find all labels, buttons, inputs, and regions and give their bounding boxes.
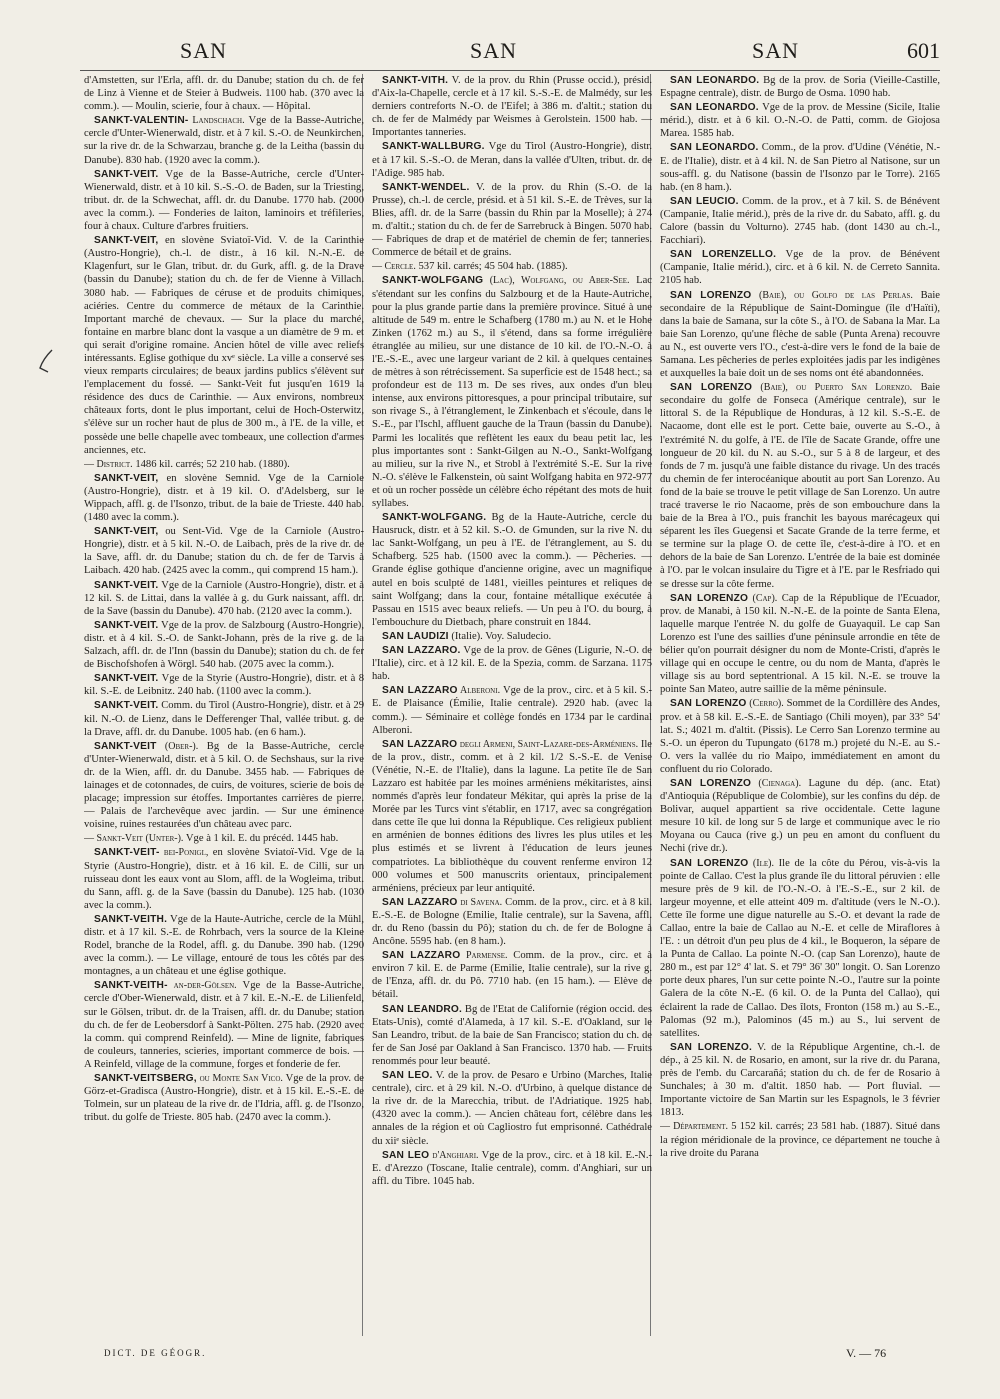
entry-text: ou Sent-Vid. Vge de la Carniole (Austro-Hongrie), distr. et à 5 kil. N.-O. de Laibach, près de la rive dr. de la Save, affl. dr. du Danube; station du ch. de fer de Tarvis à Laibach. 420 hab. (2425 avec la comm., qui comprend 15 ham.). — [84, 526, 364, 577]
entry-text: 5 152 kil. carrés; 23 581 hab. (1887). Situé dans la région méridionale de la province, ce département ne touche à la rive droite du Parana — [660, 1121, 940, 1159]
entry-qualifier: ou Monte San Vico. — [196, 1073, 283, 1085]
dictionary-entry — [660, 381, 940, 591]
entry-text: Comm. du Tirol (Austro-Hongrie), distr. et à 29 kil. N.-O. de Lienz, dans le Defferenger Thal, vallée tribut. g. de la Drave, affl. dr. du Danube. 1005 hab. (en 6 ham.). — [84, 700, 364, 738]
dictionary-entry — [660, 101, 940, 140]
entry-headword: SANKT-VEIT- — [94, 847, 160, 859]
entry-headword: SANKT-WENDEL. — [382, 181, 470, 193]
entry-qualifier: (Lac), Wolfgang, ou Aber-See. — [483, 275, 630, 287]
column-middle — [372, 74, 652, 1344]
entry-qualifier: (Cap). — [748, 592, 778, 604]
entry-qualifier: degli Armeni, Saint-Lazare-des-Arméniens. — [457, 738, 639, 750]
entry-qualifier: — Cercle. — [372, 261, 416, 273]
dictionary-entry — [372, 644, 652, 683]
entry-text: en slovène Sviatoï-Vid. Vge de la Styrie (Austro-Hongrie), distr. et à 16 kil. E. de Cilli, sur un ruisseau dont les eaux vont au Slom, affl. de la Wogleima, tribut. du Sann, affl. g. de la Save (bassin du Danube). 125 hab. (1030 avec la comm.). — [84, 847, 364, 911]
dictionary-entry — [660, 1120, 940, 1159]
entry-headword: SANKT-VEIT, — [94, 472, 159, 484]
entry-qualifier: — Département. — [660, 1121, 729, 1133]
entry-qualifier: (Baie), ou Puerto San Lorenzo. — [752, 382, 913, 394]
entry-text: Comm., de la prov. d'Udine (Vénétie, N.-E. de l'Italie), distr. et à 4 kil. N. de San Pietro al Natisone, sur un sous-affl. g. du Natisone (bassin de l'Isonzo par le Torre). 2165 hab. (en 8 ham.). — [660, 142, 940, 193]
entry-text: Vge de la Basse-Autriche, cercle d'Unter-Wienerwald, distr. et à 10 kil. S.-S.-O. de Baden, sur la Triesting, tribut. dr. de la Schwechat, affl. dr. du Danube. 1770 hab. (2000 avec la comm.). — Fonderies de laiton, laminoirs et tréfileries, four à chaux. Culture d'arbres fruitiers. — [84, 168, 364, 233]
entry-text: Ile de la prov., distr., comm. et à 2 kil. 1/2 S.-S.-E. de Venise (Vénétie, N.-E. de l'Italie), dans la lagune. La petite île de San Lazzaro est habitée par les moines arméniens mékitaristes, ainsi nommés d'après leur fondateur Mékitar, qui après la prise de la Morée par les Turcs vint s'établir, en 1717, avec sa congrégation dans cette île que lui donna la République. Ces religieux publient en arménien de bonnes éditions des livres les plus utiles et les plus estimés et se livrent à l'éducation de leurs jeunes compatriotes. La bibliothèque du couvent renferme environ 12 000 volumes et 500 manuscrits orientaux, principalement arméniens, précieux par leur antiquité. — [372, 738, 652, 894]
entry-headword: SAN LAZZARO — [382, 685, 458, 697]
running-head-right: SAN — [752, 38, 800, 63]
entry-qualifier: (Baie), ou Golfo de las Perlas. — [751, 289, 913, 301]
entry-text: (Italie). Voy. Saludecio. — [448, 630, 552, 642]
entry-qualifier: Landschach. — [188, 115, 245, 127]
entry-headword: SANKT-VEITH- — [94, 980, 168, 992]
entry-headword: SAN LORENZELLO. — [670, 249, 777, 261]
entry-text: Vge de la prov. de Görz-et-Gradisca (Austro-Hongrie), distr. et à 15 kil. E.-S.-E. de Tolmein, sur un plateau de la rive dr. de l'Idria, affl. g. de l'Isonzo, tribut. du golfe de Trieste. 805 hab. (2470 avec la comm.). — [84, 1073, 364, 1124]
dictionary-entry — [84, 114, 364, 166]
running-header — [80, 38, 940, 68]
entry-text: en slovène Sviatoï-Vid. V. de la Carinthie (Austro-Hongrie), ch.-l. de distr., à 16 kil. N.-N.-E. de Klagenfurt, sur le Glan, tribut. dr. du Gurk, affl. g. de la Drave (bassin du Danube); station du ch. de fer de Vienne à Villach. 3080 hab. — Fabriques de céruse et de produits chimiques, aciéries. Centre du commerce de métaux de la Carinthie. Important marché de chevaux. — Sur la place du marché, fontaine en marbre blanc dont la vasque a un diamètre de 9 m. et qui serait d'origine romaine. Ancien hôtel de ville avec reliefs intéressants. Eglise gothique du xvᵉ siècle. La ville a conservé ses vieux remparts circulaires; de beaux jardins publics s'élèvent sur l'emplacement du fossé. — Sankt-Veit fut jusqu'en 1619 la résidence des ducs de Carinthie. — Aux environs, nombreux châteaux forts, dont le plus important, celui de Hoch-Osterwitz, s'élève sur un rocher haut de plus de 300 m., à l'E. de la ville, et possède une belle chapelle avec tombeaux, une collection d'armes anciennes, etc. — [84, 235, 364, 456]
entry-text: Baie secondaire de la République de Saint-Domingue (île d'Haïti), dans la baie de Samana, sur la côte S., à l'O. de Sabana la Mar. La baie San Lorenzo, qu'une flèche de sable (Punta Arena) recouvre au N., est ouverte vers l'O., c'est-à-dire vers le fond de la baie de Samana. Les pêcheries de perles exploitées jadis par les indigènes et auxquelles la baie doit un de ses noms ont été abandonnées. — [660, 289, 940, 380]
entry-headword: SAN LORENZO. — [670, 1041, 752, 1053]
dictionary-entry — [660, 74, 940, 100]
entry-headword: SANKT-VEIT. — [94, 168, 159, 180]
dictionary-entry — [372, 511, 652, 629]
dictionary-entry — [84, 168, 364, 233]
entry-headword: SANKT-VITH. — [382, 75, 449, 86]
dictionary-entry — [372, 1003, 652, 1068]
entry-headword: SAN LEONARDO. — [670, 102, 759, 114]
entry-text: Vge à 1 kil. E. du précéd. 1445 hab. — [183, 833, 339, 845]
entry-qualifier: di Savena. — [457, 896, 503, 908]
entry-headword: SANKT-VEIT. — [94, 673, 159, 685]
running-head-center: SAN — [470, 38, 518, 63]
entry-qualifier: bei-Ponigl, — [159, 847, 209, 859]
entry-text: Sommet de la Cordillère des Andes, prov. et à 58 kil. E.-S.-E. de Santiago (Chili moyen), par 33° 54' lat. S.; 4021 m. d'altit. (Pissis). Le Cerro San Lorenzo termine au S.-O. un éperon du Tupungato (6178 m.) projeté du N.-E. au S.-O. vers la vallée du rio Maipo, immédiatement en amont du confluent du rio Colorado. — [660, 698, 940, 775]
entry-text: Comm. de la prov., et à 7 kil. S. de Bénévent (Campanie, Italie mérid.), près de la rive dr. du Sabato, affl. g. du Calore (bassin du Volturno). 2745 hab. (dont 1430 au ch.-l., Facchiari). — [660, 195, 940, 247]
entry-headword: SAN LORENZO — [670, 289, 752, 301]
entry-text: V. de la prov. de Pesaro e Urbino (Marches, Italie centrale), circ. et à 29 kil. N.-O. d'Urbino, à quelque distance de la rive dr. de la Marecchia, tribut. de l'Adriatique. 1925 hab. (4320 avec la comm.). — Ancien château fort, célèbre dans les annales de la région et où Cagliostro fut emprisonné. Cathédrale du xiiᵉ siècle. — [372, 1070, 652, 1147]
dictionary-entry — [372, 896, 652, 948]
entry-qualifier: (Ober-). — [156, 740, 199, 752]
margin-annotation-icon — [36, 348, 58, 374]
entry-qualifier: — District. — [84, 458, 133, 470]
entry-headword: SAN LORENZO — [670, 698, 747, 710]
dictionary-entry — [84, 525, 364, 577]
entry-headword: SAN LORENZO — [670, 857, 749, 869]
entry-qualifier: Parmense. — [460, 950, 508, 962]
entry-text: Vge de la Basse-Autriche, cercle d'Unter-Wienerwald, distr. et à 7 kil. S.-O. de Neunkirchen, sur la rive dr. de la Schwarzau, branche g. de la Leitha (bassin du Danube). 830 hab. (1920 avec la comm.). — [84, 115, 364, 166]
entry-headword: SAN LEANDRO. — [382, 1003, 463, 1015]
entry-text: Vge de la Styrie (Austro-Hongrie), distr. et à 8 kil. S.-E. de Leibnitz. 240 hab. (1100 avec la comm.). — [84, 673, 364, 698]
entry-text: Ile de la côte du Pérou, vis-à-vis la pointe de Callao. C'est la plus grande île du littoral péruvien : elle mesure près de 9 kil. de l'O.-N.-O. à l'E.-S.-E., sur 2 kil. de largeur moyenne, et elle atteint 409 m. d'altitude (vers le N.-O.). Cette île forme une digue naturelle au S.-O. et devant la rade de Callao, entre la baie de Callao au N.-E. et celle de Miraflores à l'E. : un détroit d'un peu plus de 4 kil., le Boqueron, la sépare de la Punta de Callao. La pointe N.-O. (cap San Lorenzo), haute de 280 m., est par 12° 4' lat. S. et 79° 36' 30" longit. O. San Lorenzo porte deux phares, l'un sur cette pointe N.-O., l'autre sur la pointe Galera de la côte N.-E. (6 kil. O. de la Punta del Callao), qui éclairent la rade de Callao. Des îlots, Fronton (158 m.) au S.-E., Palomas (92 m.), Palominos (45 m.) au S., lui servent de satellites. — [660, 857, 940, 1039]
dictionary-entry — [372, 181, 652, 260]
entry-text: Vge de la prov. de Messine (Sicile, Italie mérid.), distr. et à 6 kil. O.-N.-O. de Patti, comm. de Giojosa Marea. 1585 hab. — [660, 102, 940, 140]
entry-headword: SAN LAZZARO — [382, 950, 461, 962]
header-rule — [80, 70, 940, 71]
entry-headword: SAN LAUDIZI — [382, 630, 449, 642]
entry-headword: SAN LAZZARO — [382, 738, 458, 750]
dictionary-entry — [84, 672, 364, 698]
dictionary-entry — [84, 846, 364, 911]
entry-headword: SAN LORENZO — [670, 592, 749, 604]
entry-headword: SANKT-VEIT. — [94, 700, 159, 712]
entry-text: Vge de la Carniole (Austro-Hongrie), distr. et à 12 kil. S. de Littai, dans la vallée à g. du Gurk naissant, affl. dr. de la Save (bassin du Danube). 470 hab. (2120 avec la comm.). — [84, 579, 364, 617]
entry-headword: SANKT-VEIT — [94, 740, 157, 752]
dictionary-entry — [84, 913, 364, 978]
entry-headword: SANKT-WOLFGANG — [382, 275, 484, 287]
entry-headword: SANKT-WOLFGANG. — [382, 512, 487, 524]
entry-headword: SANKT-VEIT, — [94, 235, 159, 247]
page-number: 601 — [907, 38, 940, 63]
dictionary-entry — [372, 274, 652, 510]
entry-qualifier: an-der-Gölsen. — [167, 980, 237, 992]
entry-text: en slovène Semnid. Vge de la Carniole (Austro-Hongrie), distr. et à 19 kil. O. d'Adelsberg, sur le Wippach, affl. g. de l'Isonzo, tribut. de la baie de Trieste. 440 hab. (1480 avec la comm.). — [84, 472, 364, 524]
entry-qualifier: (Cienaga). — [751, 777, 802, 789]
dictionary-entry — [660, 195, 940, 247]
entry-headword: SAN LEO — [382, 1149, 430, 1161]
entry-headword: SANKT-VALENTIN- — [94, 115, 189, 127]
entry-text: Bg de la Haute-Autriche, cercle du Hausruck, distr. et à 52 kil. S.-O. de Gmunden, sur la rive N. du lac Sankt-Wolfgang, un peu à l'E. de l'étranglement, au S. du Schafberg. 525 hab. (1500 avec la comm.). — Pêcheries. — Grande église gothique d'ancienne origine, avec un magnifique autel en bois sculpté de 1481, vieilles peintures et reliques de saint Wolfgang; dans la cour, fontaine métallique exécutée à Passau en 1515 avec beaux reliefs. — Un peu à l'O. du bourg, à l'embouchure du Dietbach, phare construit en 1844. — [372, 512, 652, 628]
entry-headword: SAN LEONARDO. — [670, 142, 759, 154]
column-left — [84, 74, 364, 1344]
entry-text: Vge de la prov. de Bénévent (Campanie, Italie mérid.), circ. et à 6 kil. N. de Cerreto Sannita. 2105 hab. — [660, 249, 940, 287]
entry-text: 1486 kil. carrés; 52 210 hab. (1880). — [132, 458, 290, 470]
dictionary-entry — [372, 630, 652, 643]
dictionary-entry — [372, 140, 652, 179]
entry-qualifier: — Sankt-Veit (Unter-). — [84, 833, 184, 845]
footer-volume: V. — 76 — [846, 1346, 887, 1360]
entry-text: Vge de la Basse-Autriche, cercle d'Ober-Wienerwald, distr. et à 7 kil. E.-N.-E. de Lilienfeld, sur le Gölsen, tribut. dr. de la Traisen, affl. dr. du Danube; station du ch. de fer de Leobersdorf à Sankt-Pölten. 275 hab. (2920 avec la comm. qui comprend Reinfeld). — Mine de lignite, fabriques de couleurs, tanneries, scieries, important commerce de bois. — A Reinfeld, village de la commune, forges et fonderie de fer. — [84, 980, 364, 1070]
entry-headword: SANKT-VEITH. — [94, 913, 168, 925]
entry-headword: SAN LAZZARO — [382, 896, 458, 908]
entry-qualifier: Alberoni. — [457, 685, 501, 697]
entry-text: Bg de la prov. de Soria (Vieille-Castille, Espagne centrale), distr. de Burgo de Osma. 1090 hab. — [660, 75, 940, 100]
entry-headword: SAN LORENZO — [670, 382, 753, 394]
entry-headword: SANKT-WALLBURG. — [382, 141, 485, 153]
entry-headword: SANKT-VEITSBERG, — [94, 1073, 197, 1085]
entry-text: V. de la République Argentine, ch.-l. de dép., à 25 kil. N. de Rosario, en amont, sur la rive dr. du Parana, près de l'emb. du Carcarañá; station du ch. de fer de Rosario à Sunchales; à 30 m. d'altit. 1850 hab. — Port fluvial. — Importante victoire de San Martin sur les Espagnols, le 3 février 1813. — [660, 1041, 940, 1119]
dictionary-entry — [660, 289, 940, 381]
entry-text: Cap de la République de l'Ecuador, prov. de Manabi, à 150 kil. N.-N.-E. de la pointe de Santa Elena, laquelle marque l'entrée N. du golfe de Guayaquil. Le cap San Lorenzo est l'une des saillies d'une péninsule arrondie en tête de bélier qu'on pourrait désigner du nom de Monte-Cristi, d'après le village qui en occupe le centre, ou du nom de Manta, d'après le village sis au bord septentrional. A 15 kil. N.-E. se trouve la pointe San Mateo, autre saillie de la même péninsule. — [660, 592, 940, 696]
dictionary-entry — [84, 740, 364, 832]
entry-qualifier: (Ile). — [748, 857, 774, 869]
entry-qualifier: d'Anghiari. — [429, 1149, 479, 1161]
dictionary-entry — [84, 979, 364, 1071]
entry-headword: SAN LAZZARO. — [382, 645, 461, 657]
dictionary-entry — [84, 699, 364, 738]
entry-headword: SAN LEO. — [382, 1070, 433, 1082]
entry-headword: SAN LEUCIO. — [670, 195, 739, 207]
entry-text: Lagune du dép. (anc. Etat) d'Antioquia (République de Colombie), sur les confins du dép. de Bolivar, auquel appartient sa rive occidentale. Cette lagune mesure 10 kil. de long sur 5 de large et communique avec le rio Moyana ou Cauca (rive g.) un peu en amont du confluent du Nechi (rive dr.). — [660, 777, 940, 855]
footer-publication: DICT. DE GÉOGR. — [104, 1348, 207, 1358]
entry-headword: SANKT-VEIT, — [94, 526, 159, 538]
entry-text: Bg de l'Etat de Californie (région occid. des Etats-Unis), comté d'Alameda, à 17 kil. S.-E. d'Oakland, sur le San Leandro, tribut. de la baie de San Francisco; station du ch. de fer de San José par Oakland à San Francisco. 1370 hab. — Fruits renommés pour leur beauté. — [372, 1003, 652, 1067]
entry-text: Comm. de la prov., circ. et à environ 7 kil. E. de Parme (Emilie, Italie centrale), sur la rive g. de l'Enza, affl. dr. du Pô. 7710 hab. (en 15 ham.). — Elève de bétail. — [372, 950, 652, 1001]
entry-text: Bg de la Basse-Autriche, cercle d'Unter-Wienerwald, distr. et à 5 kil. O. de Sechshaus, sur la rive dr. de la Wien, affl. dr. du Danube. 3455 hab. — Fabriques de lainages et de cotonnades, de cuirs, de voitures, scierie de bois de placage; impression sur étoffes. Importantes carrières de pierre. — Palais de l'archevêque avec jardin. — Sur une éminence voisine, ruines restaurées d'un château avec parc. — [84, 740, 364, 831]
dictionary-entry — [84, 472, 364, 524]
entry-headword: SAN LEONARDO. — [670, 75, 760, 86]
entry-text: V. de la prov. du Rhin (Prusse occid.), présid. d'Aix-la-Chapelle, cercle et à 17 kil. S.-S.-E. de Malmédy, sur les derniers contreforts N.-O. de l'Eifel; à 386 m. d'altit.; station du ch. de fer de Malmédy par Weismes à Gerolstein. 1500 hab. — Importantes tanneries. — [372, 75, 652, 139]
dictionary-entry — [84, 1072, 364, 1124]
entry-headword: SANKT-VEIT. — [94, 579, 159, 591]
dictionary-entry — [372, 74, 652, 139]
entry-text: Baie secondaire du golfe de Fonseca (Amérique centrale), sur le littoral S. de la République de Honduras, à 12 kil. S.-S.-E. de Nacaome, dont elle est le port. Cette baie, ouverte au S.-O., à l'extrémité N. du golfe, à l'E. de l'île de Sacate Grande, offre une longueur de 20 kil. du N. au S.-O., sur 5 à 8 de largeur, et des fonds de 7 m. jusqu'à une faible distance du rivage. Un des tracés du chemin de fer interocéanique aboutit au port San Lorenzo. Au fond de la baie se trouve le petit village de San Lorenzo. Un autre tracé traverse le rio Nacaome, près de son embouchure dans la baie de la Brea à l'O., puis franchit les bayous marécageux qui séparent les îles Guegensi et Sacate Grande de la terre ferme, et se termine sur la plage O. de cette île, c'est-à-dire à l'O. et en dehors de la baie de San Lorenzo. L'entrée de la baie est dominée à l'O. par le volcan insulaire du Tigre et à l'E. par le Resfriado qui se dresse sur la côte ferme. — [660, 382, 940, 590]
dictionary-entry — [372, 260, 652, 273]
entry-text: Vge du Tirol (Austro-Hongrie), distr. et à 17 kil. S.-S.-O. de Meran, dans la vallée d'Ulten, tribut. dr. de l'Adige. 985 hab. — [372, 141, 652, 179]
dictionary-entry — [660, 1041, 940, 1120]
entry-text: Lac s'étendant sur les confins du Salzbourg et de la Haute-Autriche, pour la plus grande partie dans la première province. Situé à une altitude de 549 m. entre le Schafberg (1780 m.) au N. et le Hohe Zinken (1762 m.) au S., il s'étend, dans sa forme irrégulière étranglée au milieu, sur une distance de 10 kil. de l'O.-N.-O. à l'E.-S.-E., avec une largeur variant de 2 kil. à quelques centaines de mètres à son rétrécissement. Sa superficie est de 1548 hect.; sa profondeur est de 113 m. De ses rives, aux ondes d'un bleu intense, aux environs pittoresques, a pour principal tributaire, sur son rivage S., à l'étranglement, le Zinkenbach et s'écoule, dans le S.-E., par l'Ischl, affluent gauche de la Traun (bassin du Danube). Parmi les localités que reflètent les eaux du beau petit lac, les plus importantes sont : Sankt-Gilgen au N.-O., Sankt-Wolfgang au milieu, sur la rive N., et Strobl à l'extrémité S.-E. Sur la rive N.-O. s'élève le Falkenstein, où saint Wolfgang habita en 972-977 et où un rocher possède un célèbre écho répétant des mots de huit syllabes. — [372, 275, 652, 509]
entry-text: Vge de la prov., circ. et à 5 kil. S.-E. de Plaisance (Émilie, Italie centrale). 2920 hab. (avec la comm.). — Séminaire et collège fondés en 1734 par le cardinal Alberoni. — [372, 685, 652, 736]
entry-text: Vge de la prov. de Gênes (Ligurie, N.-O. de l'Italie), circ. et à 12 kil. E. de la Spezia, comm. de Sarzana. 1175 hab. — [372, 645, 652, 683]
dictionary-entry — [84, 619, 364, 671]
dictionary-entry — [372, 949, 652, 1001]
dictionary-entry — [372, 738, 652, 895]
dictionary-entry — [84, 74, 364, 113]
entry-qualifier: (Cerro). — [746, 698, 784, 710]
entry-text: Comm. de la prov., circ. et à 8 kil. E.-S.-E. de Bologne (Emilie, Italie centrale), sur la Savena, affl. dr. du Reno (bassin du Pô); station du ch. de fer de Bologne à Ancône. 5595 hab. (en 8 ham.). — [372, 896, 652, 948]
entry-text: Vge de la prov., circ. et à 18 kil. E.-N.-E. d'Arezzo (Toscane, Italie centrale), comm. d'Anghiari, sur un affl. du Tibre. 1045 hab. — [372, 1149, 652, 1187]
dictionary-entry — [84, 832, 364, 845]
running-head-left: SAN — [180, 38, 228, 63]
entry-headword: SAN LORENZO — [670, 777, 752, 789]
dictionary-entry — [372, 1149, 652, 1188]
column-right — [660, 74, 940, 1344]
dictionary-entry — [372, 1069, 652, 1148]
entry-text: 537 kil. carrés; 45 504 hab. (1885). — [415, 261, 568, 273]
entry-headword: SANKT-VEIT. — [94, 619, 159, 631]
dictionary-entry — [660, 697, 940, 776]
dictionary-entry — [84, 458, 364, 471]
dictionary-entry — [84, 579, 364, 618]
dictionary-entry — [660, 141, 940, 193]
dictionary-entry — [660, 777, 940, 856]
entry-text: Vge de la prov. de Salzbourg (Austro-Hongrie), distr. et à 4 kil. S.-O. de Sankt-Johann, près de la rive g. de la Salzach, affl. dr. de l'Inn (bassin du Danube); station du ch. de fer de Bischofshofen à Wörgl. 540 hab. (2075 avec la comm.). — [84, 619, 364, 671]
dictionary-entry — [84, 234, 364, 457]
dictionary-entry — [372, 684, 652, 736]
dictionary-entry — [660, 248, 940, 287]
entry-text: Vge de la Haute-Autriche, cercle de la Mühl, distr. et à 17 kil. S.-E. de Rohrbach, vers la source de la Kleine Rodel, branche de la Rodel, affl. g. du Danube. 390 hab. (1290 avec la comm.). — Le village, entouré de tous les côtés par des montagnes, a un château et une église gothique. — [84, 913, 364, 978]
dictionary-entry — [660, 857, 940, 1040]
entry-text: d'Amstetten, sur l'Erla, affl. dr. du Danube; station du ch. de fer de Linz à Vienne et de Steier à Budweis. 1100 hab. (370 avec la comm.). — Moulin, scierie, four à chaux. — Hôpital. — [84, 75, 364, 113]
dictionary-entry — [660, 592, 940, 697]
entry-text: V. de la prov. du Rhin (S.-O. de la Prusse), ch.-l. de cercle, présid. et à 51 kil. S.-E. de Trèves, sur la Blies, affl. dr. de la Sarre (bassin du Rhin par la Moselle); à 274 m. d'altit.; station du ch. de fer de Sarrebruck à Bingen. 5070 hab. — Fabriques de drap et de matériel de chemin de fer; tanneries. Commerce de bétail et de grains. — [372, 181, 652, 259]
